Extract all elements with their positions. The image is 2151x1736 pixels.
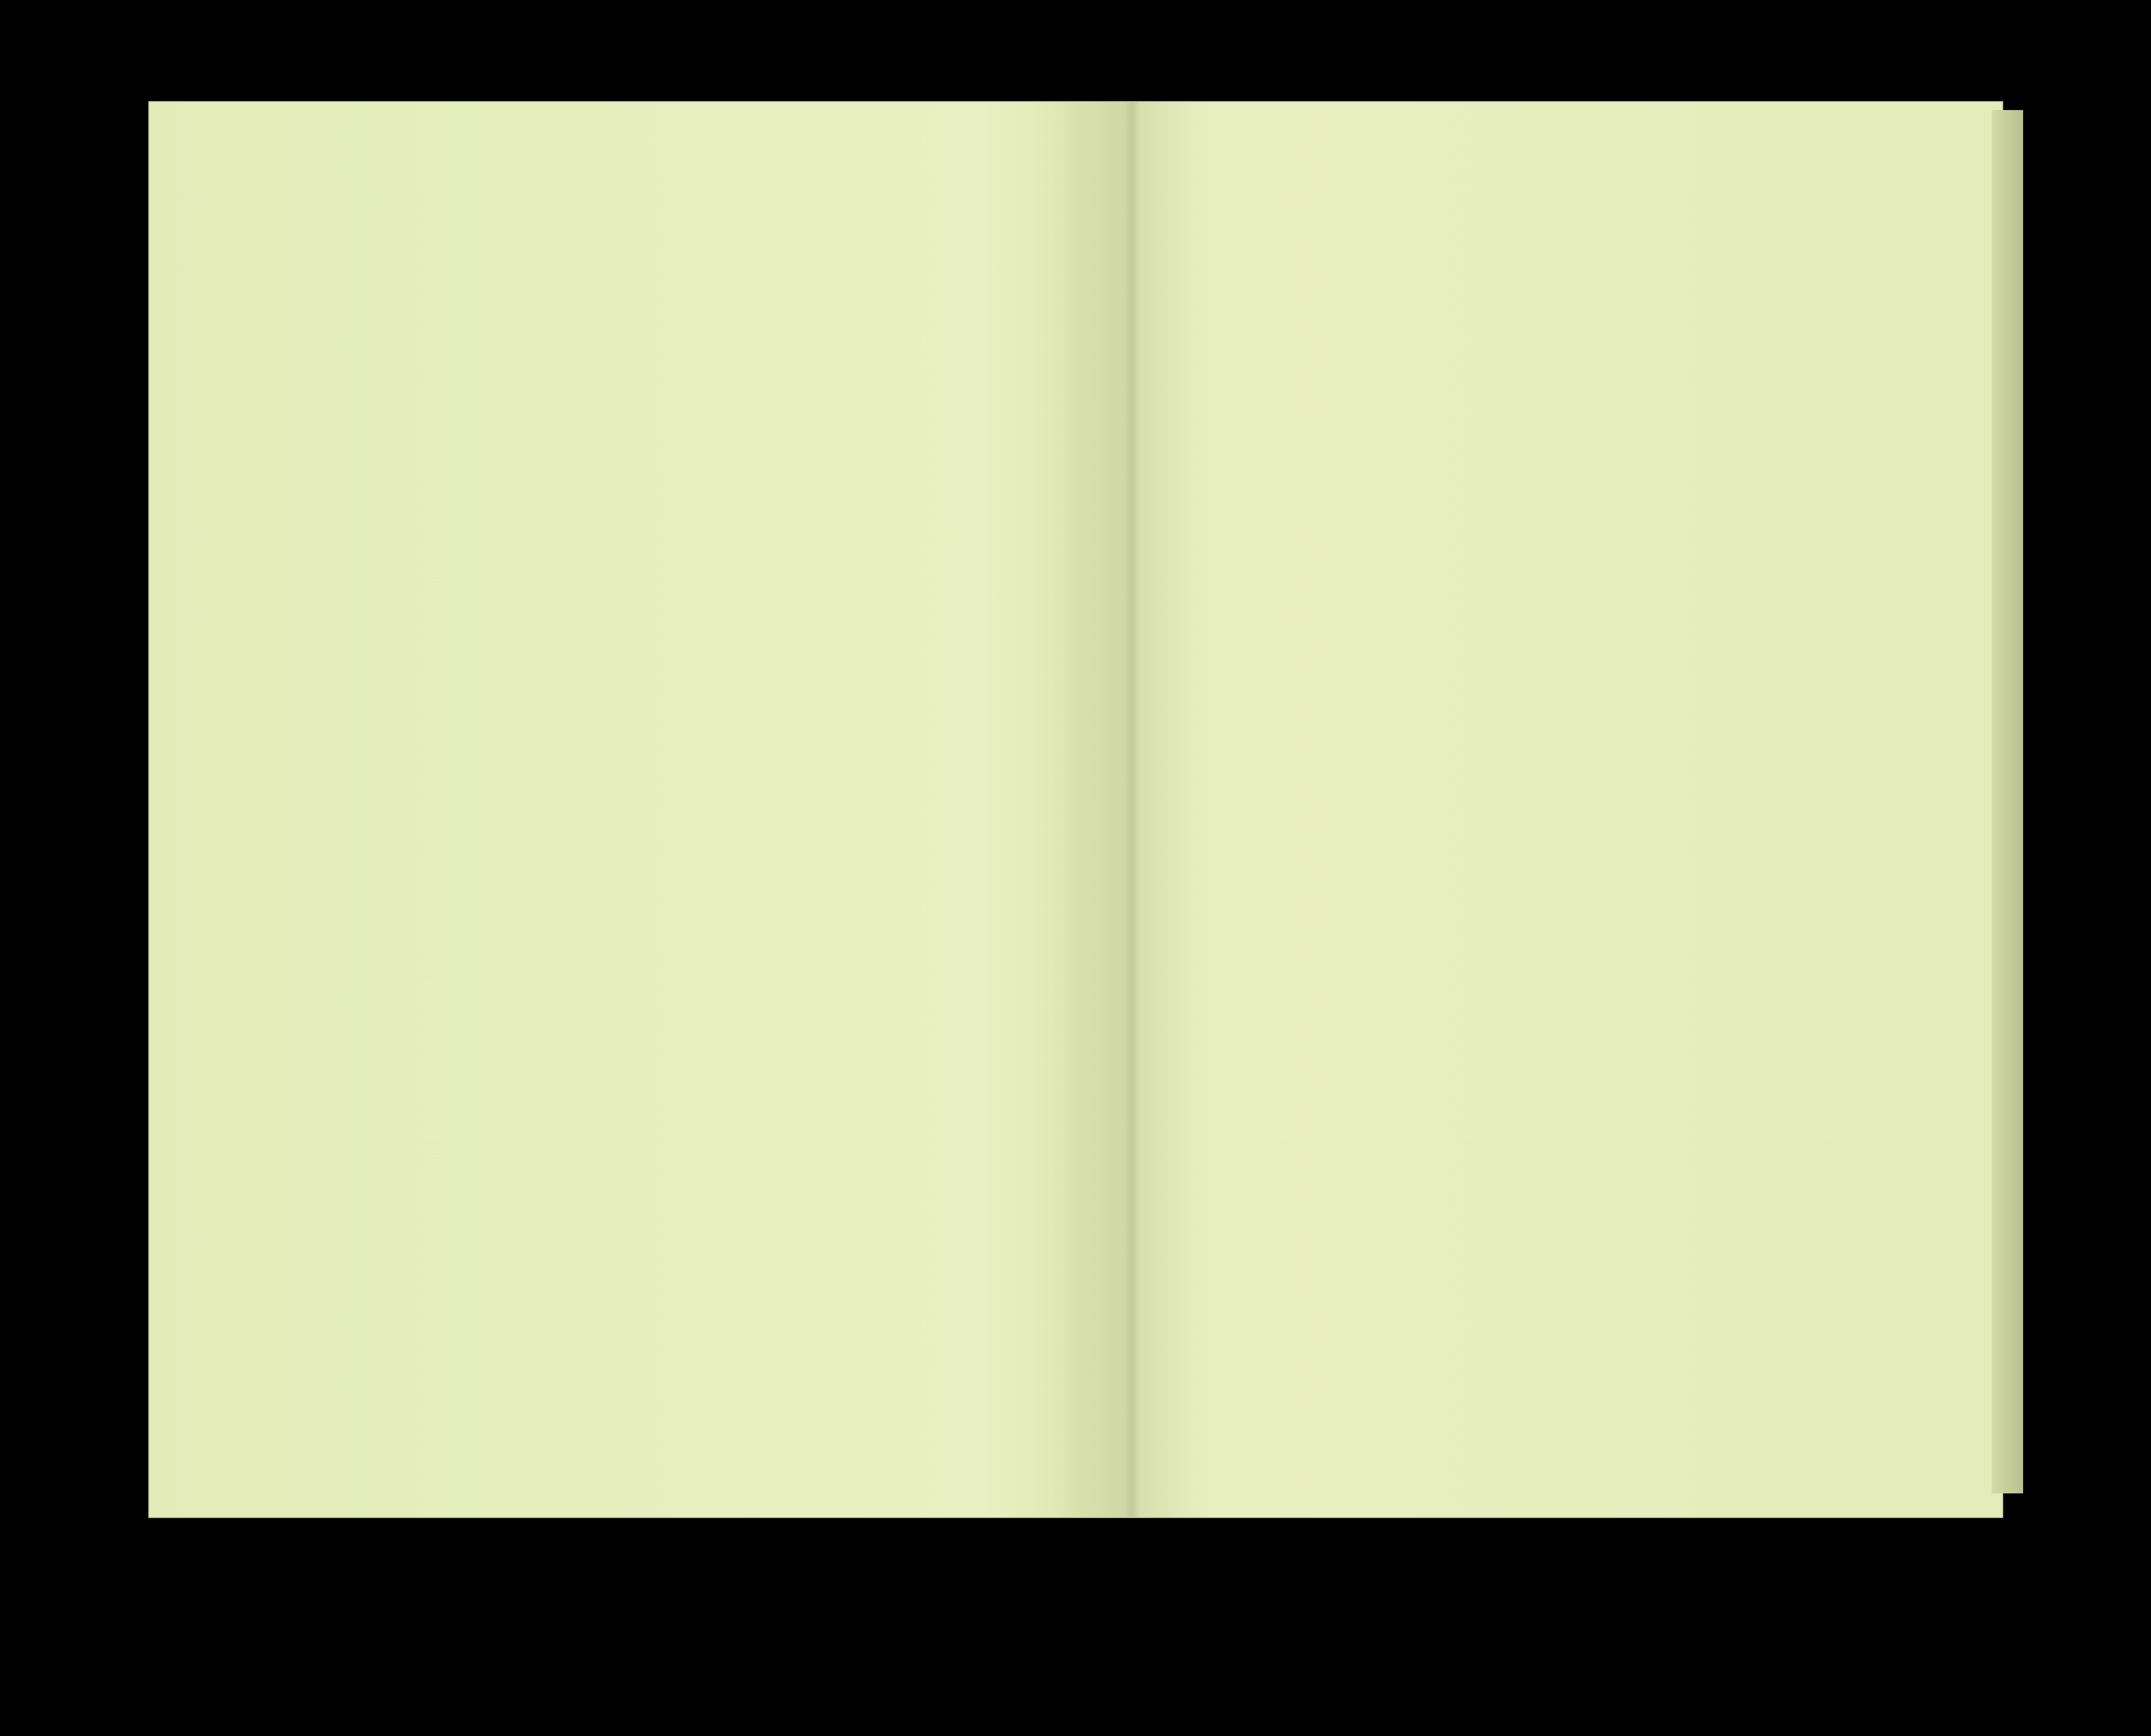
underlying-pages-edge xyxy=(1992,110,2023,1493)
page-fold xyxy=(1053,102,1211,1517)
census-sheet xyxy=(149,102,2002,1517)
